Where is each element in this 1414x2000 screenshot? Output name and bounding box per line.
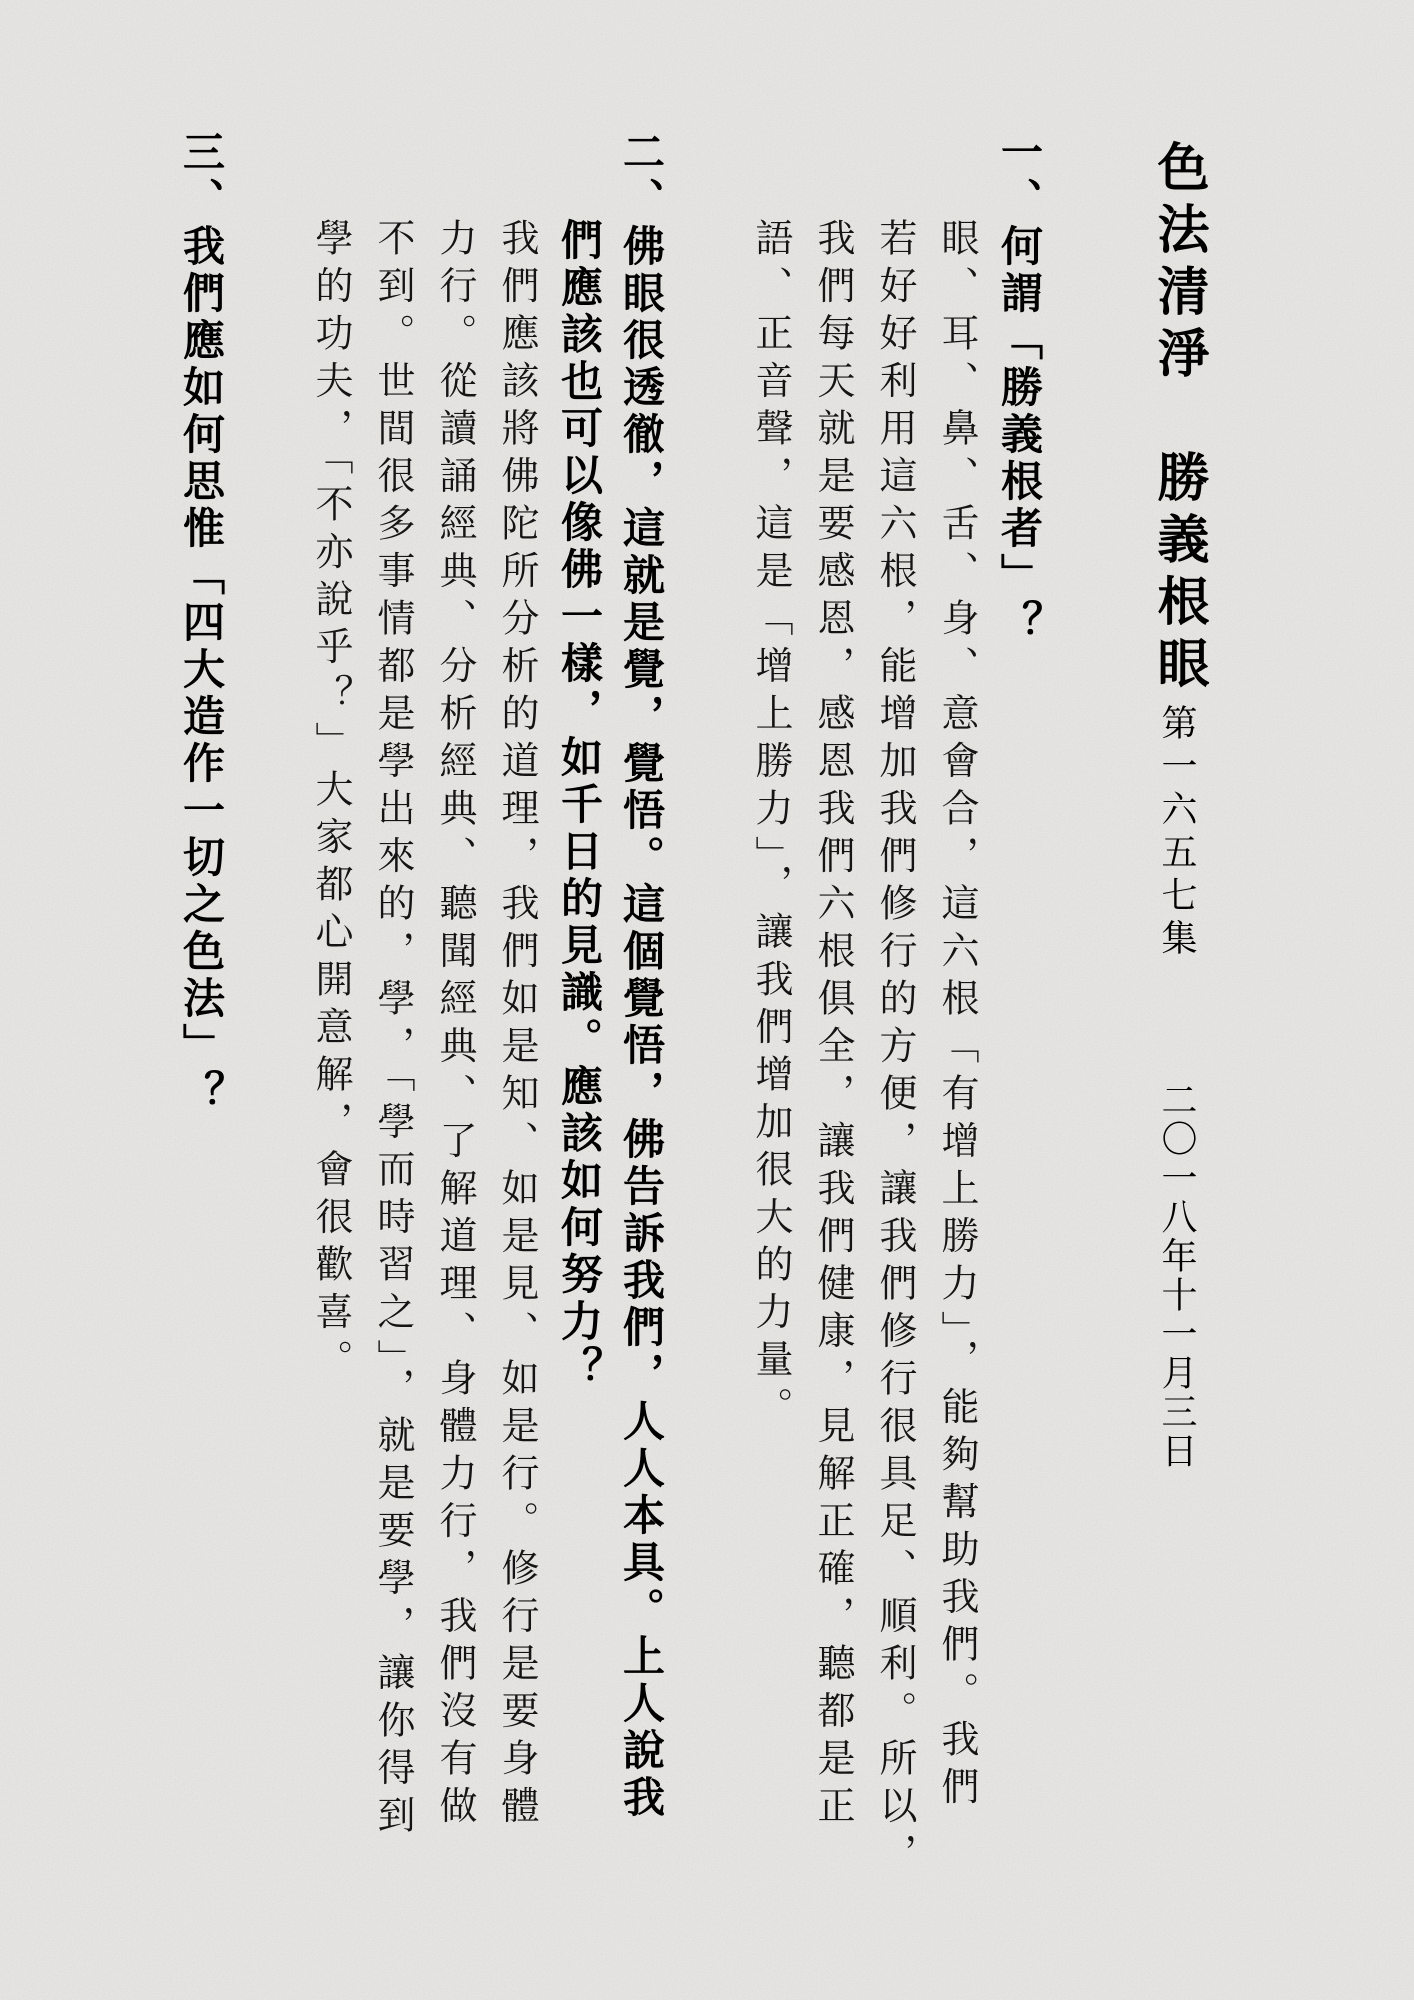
section-2-body-col-3: 不到。世間很多事情都是學出來的，學，「學而時習之」，就是要學，讓你得到 [371,218,413,1843]
section-2-heading-col-2: 們應該也可以像佛一樣，如千日的見識。應該如何努力？ [555,218,601,1393]
section-1-body-col-1: 眼、耳、鼻、舌、身、意會合，這六根「有增上勝力」，能夠幫助我們。我們 [935,218,977,1814]
section-2-heading-col-1: 二、佛眼很透徹，這就是覺，覺悟。這個覺悟，佛告訴我們，人人本具。上人說我 [617,130,663,1822]
transcript-text-block [169,0,1210,2000]
section-3-heading: 三、我們應如何思惟「四大造作一切之色法」？ [177,130,223,1117]
section-1-heading: 一、何謂「勝義根者」？ [995,130,1041,647]
page-title: 色法清淨 勝義根眼 [1149,140,1206,698]
section-2-body-col-1: 我們應該將佛陀所分析的道理，我們如是知、如是見、如是行。修行是要身體 [495,218,537,1833]
section-1-body-col-4: 語、正音聲，這是「增上勝力」，讓我們增加很大的力量。 [749,218,791,1434]
episode-number: 第一六五七集 [1157,704,1197,962]
record-date: 二〇一八年十一月三日 [1157,1081,1197,1471]
section-1-body-col-3: 我們每天就是要感恩，感恩我們六根俱全，讓我們健康，見解正確，聽都是正 [811,218,853,1833]
title-column [1144,0,1210,2000]
section-2-body-col-4: 學的功夫，「不亦說乎？」大家都心開意解，會很歡喜。 [309,218,351,1387]
section-2-body-col-2: 力行。從讀誦經典、分析經典、聽聞經典、了解道理、身體力行，我們沒有做 [433,218,475,1833]
section-1-body-col-2: 若好好利用這六根，能增加我們修行的方便，讓我們修行很具足、順利。所以， [873,218,915,1881]
